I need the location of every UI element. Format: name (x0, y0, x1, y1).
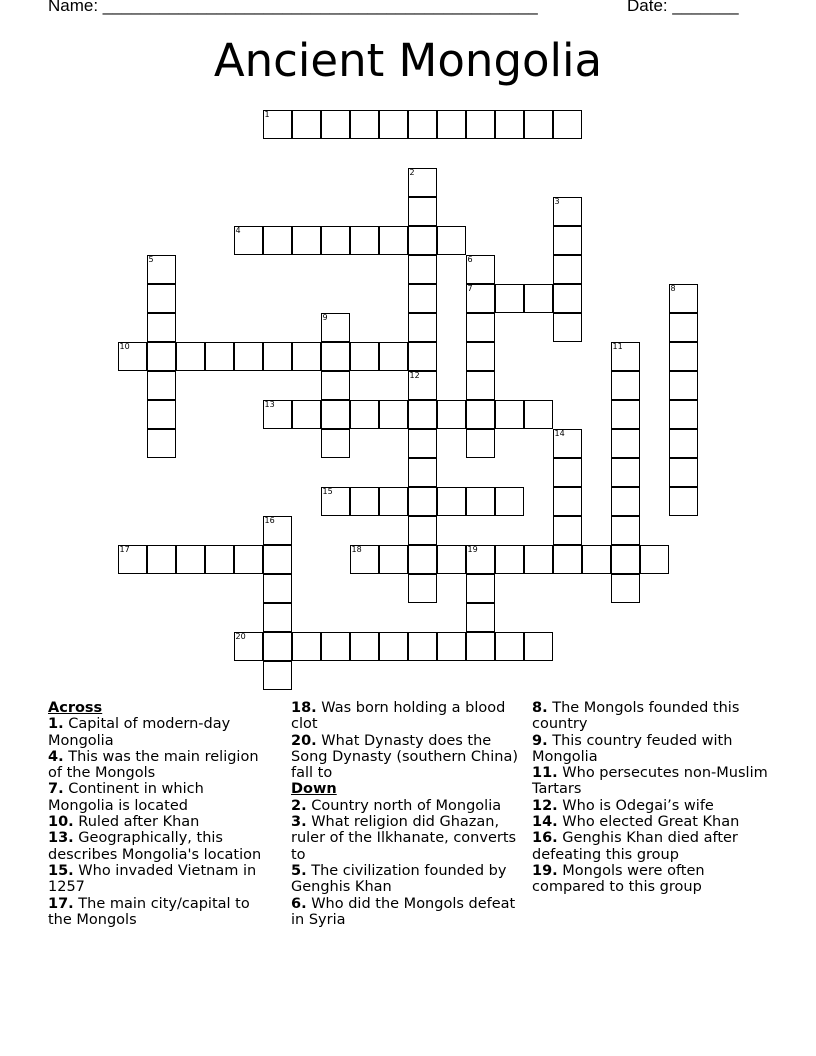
clue-item-text: Who is Odegai’s wife (557, 797, 714, 814)
grid-cell[interactable] (263, 516, 292, 545)
clue-number: 12 (409, 371, 420, 380)
grid-cell[interactable] (524, 110, 553, 139)
grid-cell[interactable] (263, 110, 292, 139)
grid-cell[interactable] (466, 342, 495, 371)
clue-item (48, 896, 273, 929)
clue-number: 18 (351, 545, 362, 554)
grid-cell[interactable] (466, 574, 495, 603)
grid-cell[interactable] (263, 603, 292, 632)
grid-cell[interactable] (611, 487, 640, 516)
grid-cell[interactable] (147, 429, 176, 458)
grid-cell[interactable] (466, 284, 495, 313)
grid-cell[interactable] (408, 632, 437, 661)
clue-item (48, 814, 273, 830)
grid-cell[interactable] (321, 371, 350, 400)
grid-cell[interactable] (379, 487, 408, 516)
clue-item (532, 814, 772, 830)
clue-item-text: Capital of modern-day Mongolia (48, 716, 231, 749)
grid-cell[interactable] (437, 545, 466, 574)
clue-item-text: Country north of Mongolia (306, 797, 502, 814)
clue-item (48, 863, 273, 896)
grid-cell[interactable] (147, 342, 176, 371)
clue-item (532, 765, 772, 798)
grid-cell[interactable] (553, 458, 582, 487)
grid-cell[interactable] (437, 226, 466, 255)
grid-cell[interactable] (437, 487, 466, 516)
grid-cell[interactable] (524, 632, 553, 661)
clue-number: 17 (119, 545, 130, 554)
clue-item (291, 896, 523, 929)
grid-cell[interactable] (379, 632, 408, 661)
clue-number: 8 (670, 284, 676, 293)
grid-cell[interactable] (292, 400, 321, 429)
grid-cell[interactable] (321, 487, 350, 516)
grid-cell[interactable] (495, 284, 524, 313)
grid-cell[interactable] (669, 313, 698, 342)
section-title: Down (291, 781, 337, 798)
grid-cell[interactable] (408, 110, 437, 139)
grid-cell[interactable] (292, 226, 321, 255)
grid-cell[interactable] (321, 110, 350, 139)
clue-item-number: 19. (532, 862, 558, 879)
grid-cell[interactable] (234, 545, 263, 574)
clues-column-1 (48, 700, 273, 928)
clue-item-number: 1. (48, 716, 64, 733)
clue-number: 1 (264, 110, 270, 119)
grid-cell[interactable] (669, 458, 698, 487)
grid-cell[interactable] (205, 545, 234, 574)
grid-cell[interactable] (408, 458, 437, 487)
grid-cell[interactable] (408, 429, 437, 458)
clue-item (532, 830, 772, 863)
grid-cell[interactable] (408, 487, 437, 516)
grid-cell[interactable] (408, 284, 437, 313)
clue-item-number: 14. (532, 814, 558, 831)
clue-item-number: 6. (291, 895, 307, 912)
grid-cell[interactable] (408, 168, 437, 197)
grid-cell[interactable] (147, 284, 176, 313)
grid-cell[interactable] (263, 574, 292, 603)
clue-item-text: Who did the Mongols defeat in Syria (291, 895, 516, 928)
grid-cell[interactable] (466, 110, 495, 139)
clue-item-text: The civilization founded by Genghis Khan (291, 862, 507, 896)
grid-cell[interactable] (437, 632, 466, 661)
grid-cell[interactable] (118, 545, 147, 574)
grid-cell[interactable] (669, 342, 698, 371)
grid-cell[interactable] (553, 429, 582, 458)
grid-cell[interactable] (611, 342, 640, 371)
grid-cell[interactable] (466, 603, 495, 632)
grid-cell[interactable] (466, 371, 495, 400)
grid-cell[interactable] (350, 487, 379, 516)
grid-cell[interactable] (408, 342, 437, 371)
clue-item-number: 8. (532, 700, 548, 716)
clue-item-number: 16. (532, 830, 558, 847)
grid-cell[interactable] (408, 226, 437, 255)
grid-cell[interactable] (321, 226, 350, 255)
grid-cell[interactable] (379, 400, 408, 429)
grid-cell[interactable] (466, 255, 495, 284)
clue-number: 19 (467, 545, 478, 554)
grid-cell[interactable] (292, 632, 321, 661)
grid-cell[interactable] (495, 632, 524, 661)
grid-cell[interactable] (408, 197, 437, 226)
grid-cell[interactable] (263, 661, 292, 690)
grid-cell[interactable] (292, 342, 321, 371)
clue-item (48, 716, 273, 749)
grid-cell[interactable] (379, 342, 408, 371)
grid-cell[interactable] (263, 545, 292, 574)
clue-item-number: 15. (48, 862, 74, 879)
clue-item-number: 4. (48, 748, 64, 765)
clue-item (48, 830, 273, 863)
grid-cell[interactable] (263, 632, 292, 661)
clue-item (532, 863, 772, 896)
grid-cell[interactable] (408, 400, 437, 429)
grid-cell[interactable] (640, 545, 669, 574)
grid-cell[interactable] (379, 226, 408, 255)
date-field-label: Date: _______ (627, 0, 739, 15)
grid-cell[interactable] (147, 255, 176, 284)
grid-cell[interactable] (669, 371, 698, 400)
clue-number: 3 (554, 197, 560, 206)
clue-item-text: Ruled after Khan (73, 814, 200, 831)
grid-cell[interactable] (553, 516, 582, 545)
grid-cell[interactable] (524, 284, 553, 313)
grid-cell[interactable] (553, 487, 582, 516)
grid-cell[interactable] (611, 516, 640, 545)
grid-cell[interactable] (379, 110, 408, 139)
clue-number: 5 (148, 255, 154, 264)
clue-item (48, 781, 273, 814)
grid-cell[interactable] (582, 545, 611, 574)
grid-cell[interactable] (553, 545, 582, 574)
grid-cell[interactable] (553, 197, 582, 226)
clue-item-number: 11. (532, 765, 558, 782)
grid-cell[interactable] (118, 342, 147, 371)
clue-item-text: Mongols were often compared to this group (532, 862, 705, 896)
grid-cell[interactable] (176, 342, 205, 371)
clue-item-number: 10. (48, 814, 74, 831)
clue-item (291, 863, 523, 896)
grid-cell[interactable] (205, 342, 234, 371)
grid-cell[interactable] (350, 632, 379, 661)
clue-item (48, 749, 273, 782)
grid-cell[interactable] (466, 400, 495, 429)
clue-item (291, 733, 523, 782)
grid-cell[interactable] (611, 400, 640, 429)
grid-cell[interactable] (350, 342, 379, 371)
grid-cell[interactable] (263, 342, 292, 371)
grid-cell[interactable] (611, 458, 640, 487)
grid-cell[interactable] (466, 313, 495, 342)
clue-item-number: 5. (291, 862, 307, 879)
grid-cell[interactable] (263, 226, 292, 255)
clue-item-number: 9. (532, 732, 548, 749)
grid-cell[interactable] (495, 110, 524, 139)
clue-number: 9 (322, 313, 328, 322)
clue-item-text: Who persecutes non-Muslim Tartars (532, 765, 768, 798)
grid-cell[interactable] (147, 313, 176, 342)
grid-cell[interactable] (292, 110, 321, 139)
clue-number: 11 (612, 342, 623, 351)
grid-cell[interactable] (553, 226, 582, 255)
page-title: Ancient Mongolia (213, 34, 603, 87)
clue-item-text: Genghis Khan died after defeating this group (532, 830, 738, 863)
grid-cell[interactable] (379, 545, 408, 574)
grid-cell[interactable] (466, 487, 495, 516)
clue-item-text: Who elected Great Khan (557, 814, 740, 831)
grid-cell[interactable] (350, 226, 379, 255)
clue-item-number: 3. (291, 814, 307, 831)
grid-cell[interactable] (611, 545, 640, 574)
grid-cell[interactable] (669, 400, 698, 429)
grid-cell[interactable] (466, 632, 495, 661)
grid-cell[interactable] (147, 371, 176, 400)
clue-item (291, 814, 523, 863)
grid-cell[interactable] (321, 429, 350, 458)
clue-number: 7 (467, 284, 473, 293)
clues-column-3 (532, 700, 772, 896)
grid-cell[interactable] (408, 574, 437, 603)
clue-item-text: What Dynasty does the Song Dynasty (southern China) fall to (291, 732, 518, 782)
grid-cell[interactable] (408, 313, 437, 342)
clue-item-text: The main city/capital to the Mongols (48, 895, 250, 928)
clue-item (291, 700, 523, 733)
grid-cell[interactable] (669, 487, 698, 516)
grid-cell[interactable] (147, 545, 176, 574)
grid-cell[interactable] (553, 284, 582, 313)
clue-item (291, 798, 523, 814)
clue-number: 15 (322, 487, 333, 496)
clue-item-text: What religion did Ghazan, ruler of the Ilkhanate, converts to (291, 814, 517, 863)
grid-cell[interactable] (234, 632, 263, 661)
clue-item-text: This country feuded with Mongolia (532, 732, 733, 765)
clue-number: 10 (119, 342, 130, 351)
grid-cell[interactable] (408, 516, 437, 545)
clue-number: 13 (264, 400, 275, 409)
grid-cell[interactable] (611, 574, 640, 603)
clue-item-number: 18. (291, 700, 317, 716)
grid-cell[interactable] (553, 255, 582, 284)
clue-item-number: 2. (291, 797, 307, 814)
grid-cell[interactable] (495, 545, 524, 574)
grid-cell[interactable] (437, 110, 466, 139)
grid-cell[interactable] (350, 110, 379, 139)
grid-cell[interactable] (234, 342, 263, 371)
clues-column-2 (291, 700, 523, 928)
grid-cell[interactable] (553, 110, 582, 139)
clue-number: 16 (264, 516, 275, 525)
grid-cell[interactable] (176, 545, 205, 574)
grid-cell[interactable] (321, 400, 350, 429)
clue-item (532, 798, 772, 814)
clue-number: 14 (554, 429, 565, 438)
grid-cell[interactable] (611, 371, 640, 400)
grid-cell[interactable] (466, 429, 495, 458)
clue-item-text: The Mongols founded this country (532, 700, 740, 733)
grid-cell[interactable] (147, 400, 176, 429)
grid-cell[interactable] (321, 313, 350, 342)
grid-cell[interactable] (553, 313, 582, 342)
clue-item-number: 12. (532, 797, 558, 814)
name-field-label: Name: ______________________________________________ (48, 0, 538, 15)
clue-number: 2 (409, 168, 415, 177)
clue-item (532, 700, 772, 733)
grid-cell[interactable] (669, 429, 698, 458)
clue-item-number: 17. (48, 895, 74, 912)
grid-cell[interactable] (524, 400, 553, 429)
grid-cell[interactable] (321, 632, 350, 661)
grid-cell[interactable] (669, 284, 698, 313)
clue-number: 6 (467, 255, 473, 264)
grid-cell[interactable] (495, 487, 524, 516)
clue-item-number: 7. (48, 781, 64, 798)
grid-cell[interactable] (263, 400, 292, 429)
section-title: Across (48, 700, 103, 716)
clue-number: 20 (235, 632, 246, 641)
grid-cell[interactable] (350, 400, 379, 429)
grid-cell[interactable] (350, 545, 379, 574)
grid-cell[interactable] (524, 545, 553, 574)
clue-item-text: Was born holding a blood clot (291, 700, 506, 733)
grid-cell[interactable] (321, 342, 350, 371)
grid-cell[interactable] (611, 429, 640, 458)
clue-item-number: 13. (48, 830, 74, 847)
clue-item-text: Who invaded Vietnam in 1257 (48, 862, 257, 896)
clue-item-text: Continent in which Mongolia is located (48, 781, 204, 814)
clue-item-text: Geographically, this describes Mongolia's location (48, 830, 262, 863)
clue-number: 4 (235, 226, 241, 235)
grid-cell[interactable] (408, 371, 437, 400)
clue-item (532, 733, 772, 766)
grid-cell[interactable] (437, 400, 466, 429)
clue-item-number: 20. (291, 732, 317, 749)
grid-cell[interactable] (408, 255, 437, 284)
grid-cell[interactable] (234, 226, 263, 255)
grid-cell[interactable] (408, 545, 437, 574)
clue-item-text: This was the main religion of the Mongols (48, 748, 259, 782)
grid-cell[interactable] (495, 400, 524, 429)
grid-cell[interactable] (466, 545, 495, 574)
